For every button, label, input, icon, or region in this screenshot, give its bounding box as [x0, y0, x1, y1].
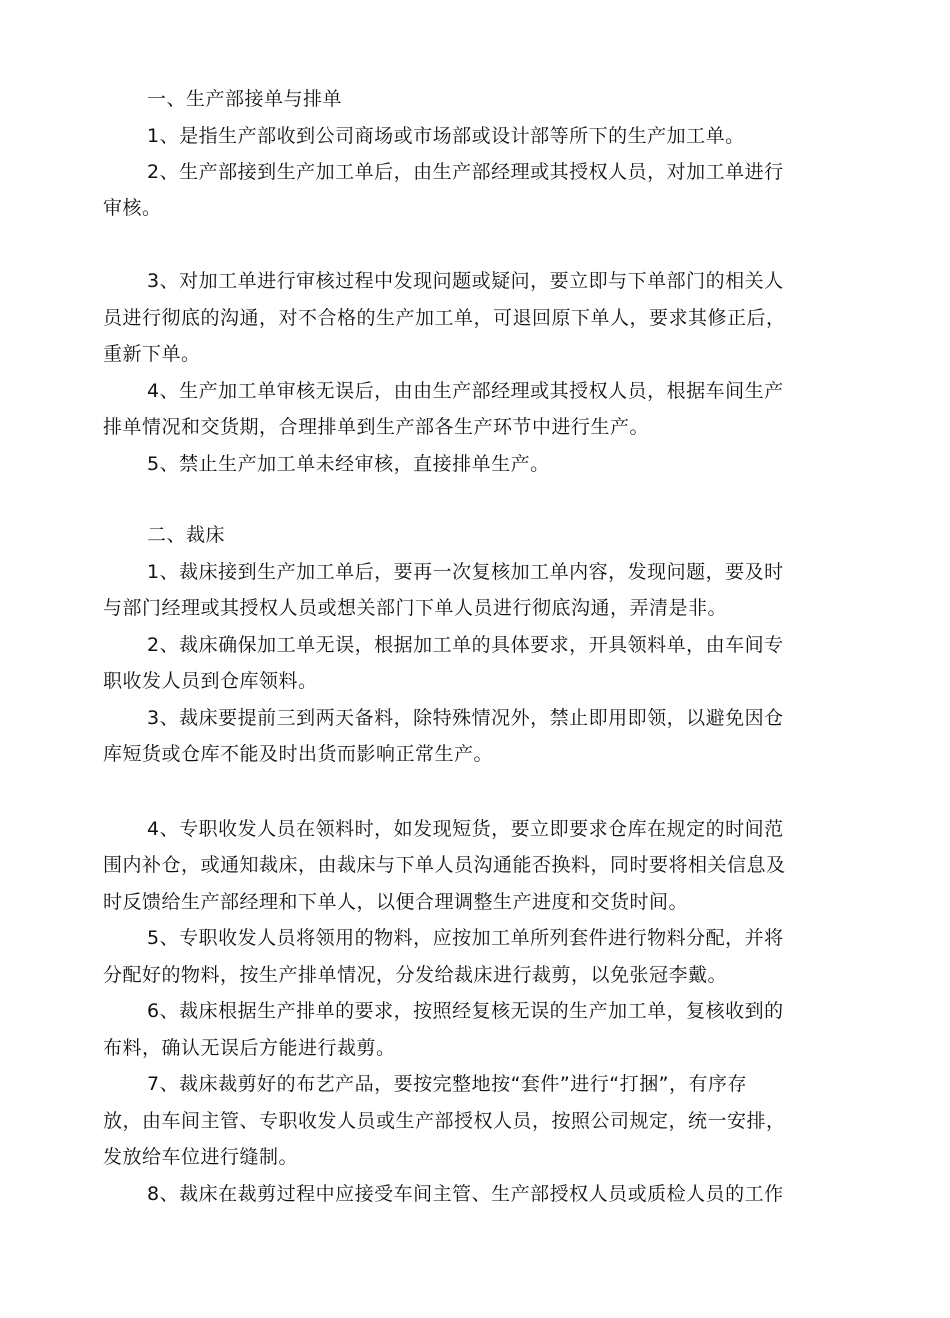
paragraph-line: 5、禁止生产加工单未经审核，直接排单生产。	[147, 453, 550, 475]
paragraph-line: 2、裁床确保加工单无误，根据加工单的具体要求，开具领料单，由车间专	[147, 634, 784, 656]
paragraph-line: 分配好的物料，按生产排单情况，分发给裁床进行裁剪，以免张冠李戴。	[103, 964, 728, 986]
paragraph-line: 时反馈给生产部经理和下单人，以便合理调整生产进度和交货时间。	[103, 891, 689, 913]
paragraph-line: 8、裁床在裁剪过程中应接受车间主管、生产部授权人员或质检人员的工作	[147, 1183, 784, 1205]
paragraph-line: 1、是指生产部收到公司商场或市场部或设计部等所下的生产加工单。	[147, 125, 745, 147]
paragraph-line: 4、专职收发人员在领料时，如发现短货，要立即要求仓库在规定的时间范	[147, 818, 784, 840]
paragraph-line: 重新下单。	[103, 343, 201, 365]
paragraph-line: 职收发人员到仓库领料。	[103, 670, 318, 692]
paragraph-line: 放，由车间主管、专职收发人员或生产部授权人员，按照公司规定，统一安排，	[103, 1110, 786, 1132]
paragraph-line: 排单情况和交货期，合理排单到生产部各生产环节中进行生产。	[103, 416, 650, 438]
paragraph-line: 员进行彻底的沟通，对不合格的生产加工单，可退回原下单人，要求其修正后，	[103, 307, 786, 329]
paragraph-line: 3、对加工单进行审核过程中发现问题或疑问，要立即与下单部门的相关人	[147, 270, 784, 292]
paragraph-line: 4、生产加工单审核无误后，由由生产部经理或其授权人员，根据车间生产	[147, 380, 784, 402]
paragraph-line: 发放给车位进行缝制。	[103, 1146, 299, 1168]
paragraph-line: 与部门经理或其授权人员或想关部门下单人员进行彻底沟通，弄清是非。	[103, 597, 728, 619]
paragraph-line: 1、裁床接到生产加工单后，要再一次复核加工单内容，发现问题，要及时	[147, 561, 784, 583]
paragraph-line: 围内补仓，或通知裁床，由裁床与下单人员沟通能否换料，同时要将相关信息及	[103, 854, 786, 876]
paragraph-line: 5、专职收发人员将领用的物料，应按加工单所列套件进行物料分配，并将	[147, 927, 784, 949]
paragraph-line: 布料，确认无误后方能进行裁剪。	[103, 1037, 396, 1059]
paragraph-line: 7、裁床裁剪好的布艺产品，要按完整地按“套件”进行“打捆”，有序存	[147, 1073, 747, 1095]
section-heading-1: 一、生产部接单与排单	[147, 88, 343, 110]
paragraph-line: 库短货或仓库不能及时出货而影响正常生产。	[103, 743, 494, 765]
paragraph-line: 审核。	[103, 197, 162, 219]
paragraph-line: 3、裁床要提前三到两天备料，除特殊情况外，禁止即用即领，以避免因仓	[147, 707, 784, 729]
paragraph-line: 2、生产部接到生产加工单后，由生产部经理或其授权人员，对加工单进行	[147, 161, 784, 183]
section-heading-2: 二、裁床	[147, 524, 226, 546]
paragraph-line: 6、裁床根据生产排单的要求，按照经复核无误的生产加工单，复核收到的	[147, 1000, 784, 1022]
